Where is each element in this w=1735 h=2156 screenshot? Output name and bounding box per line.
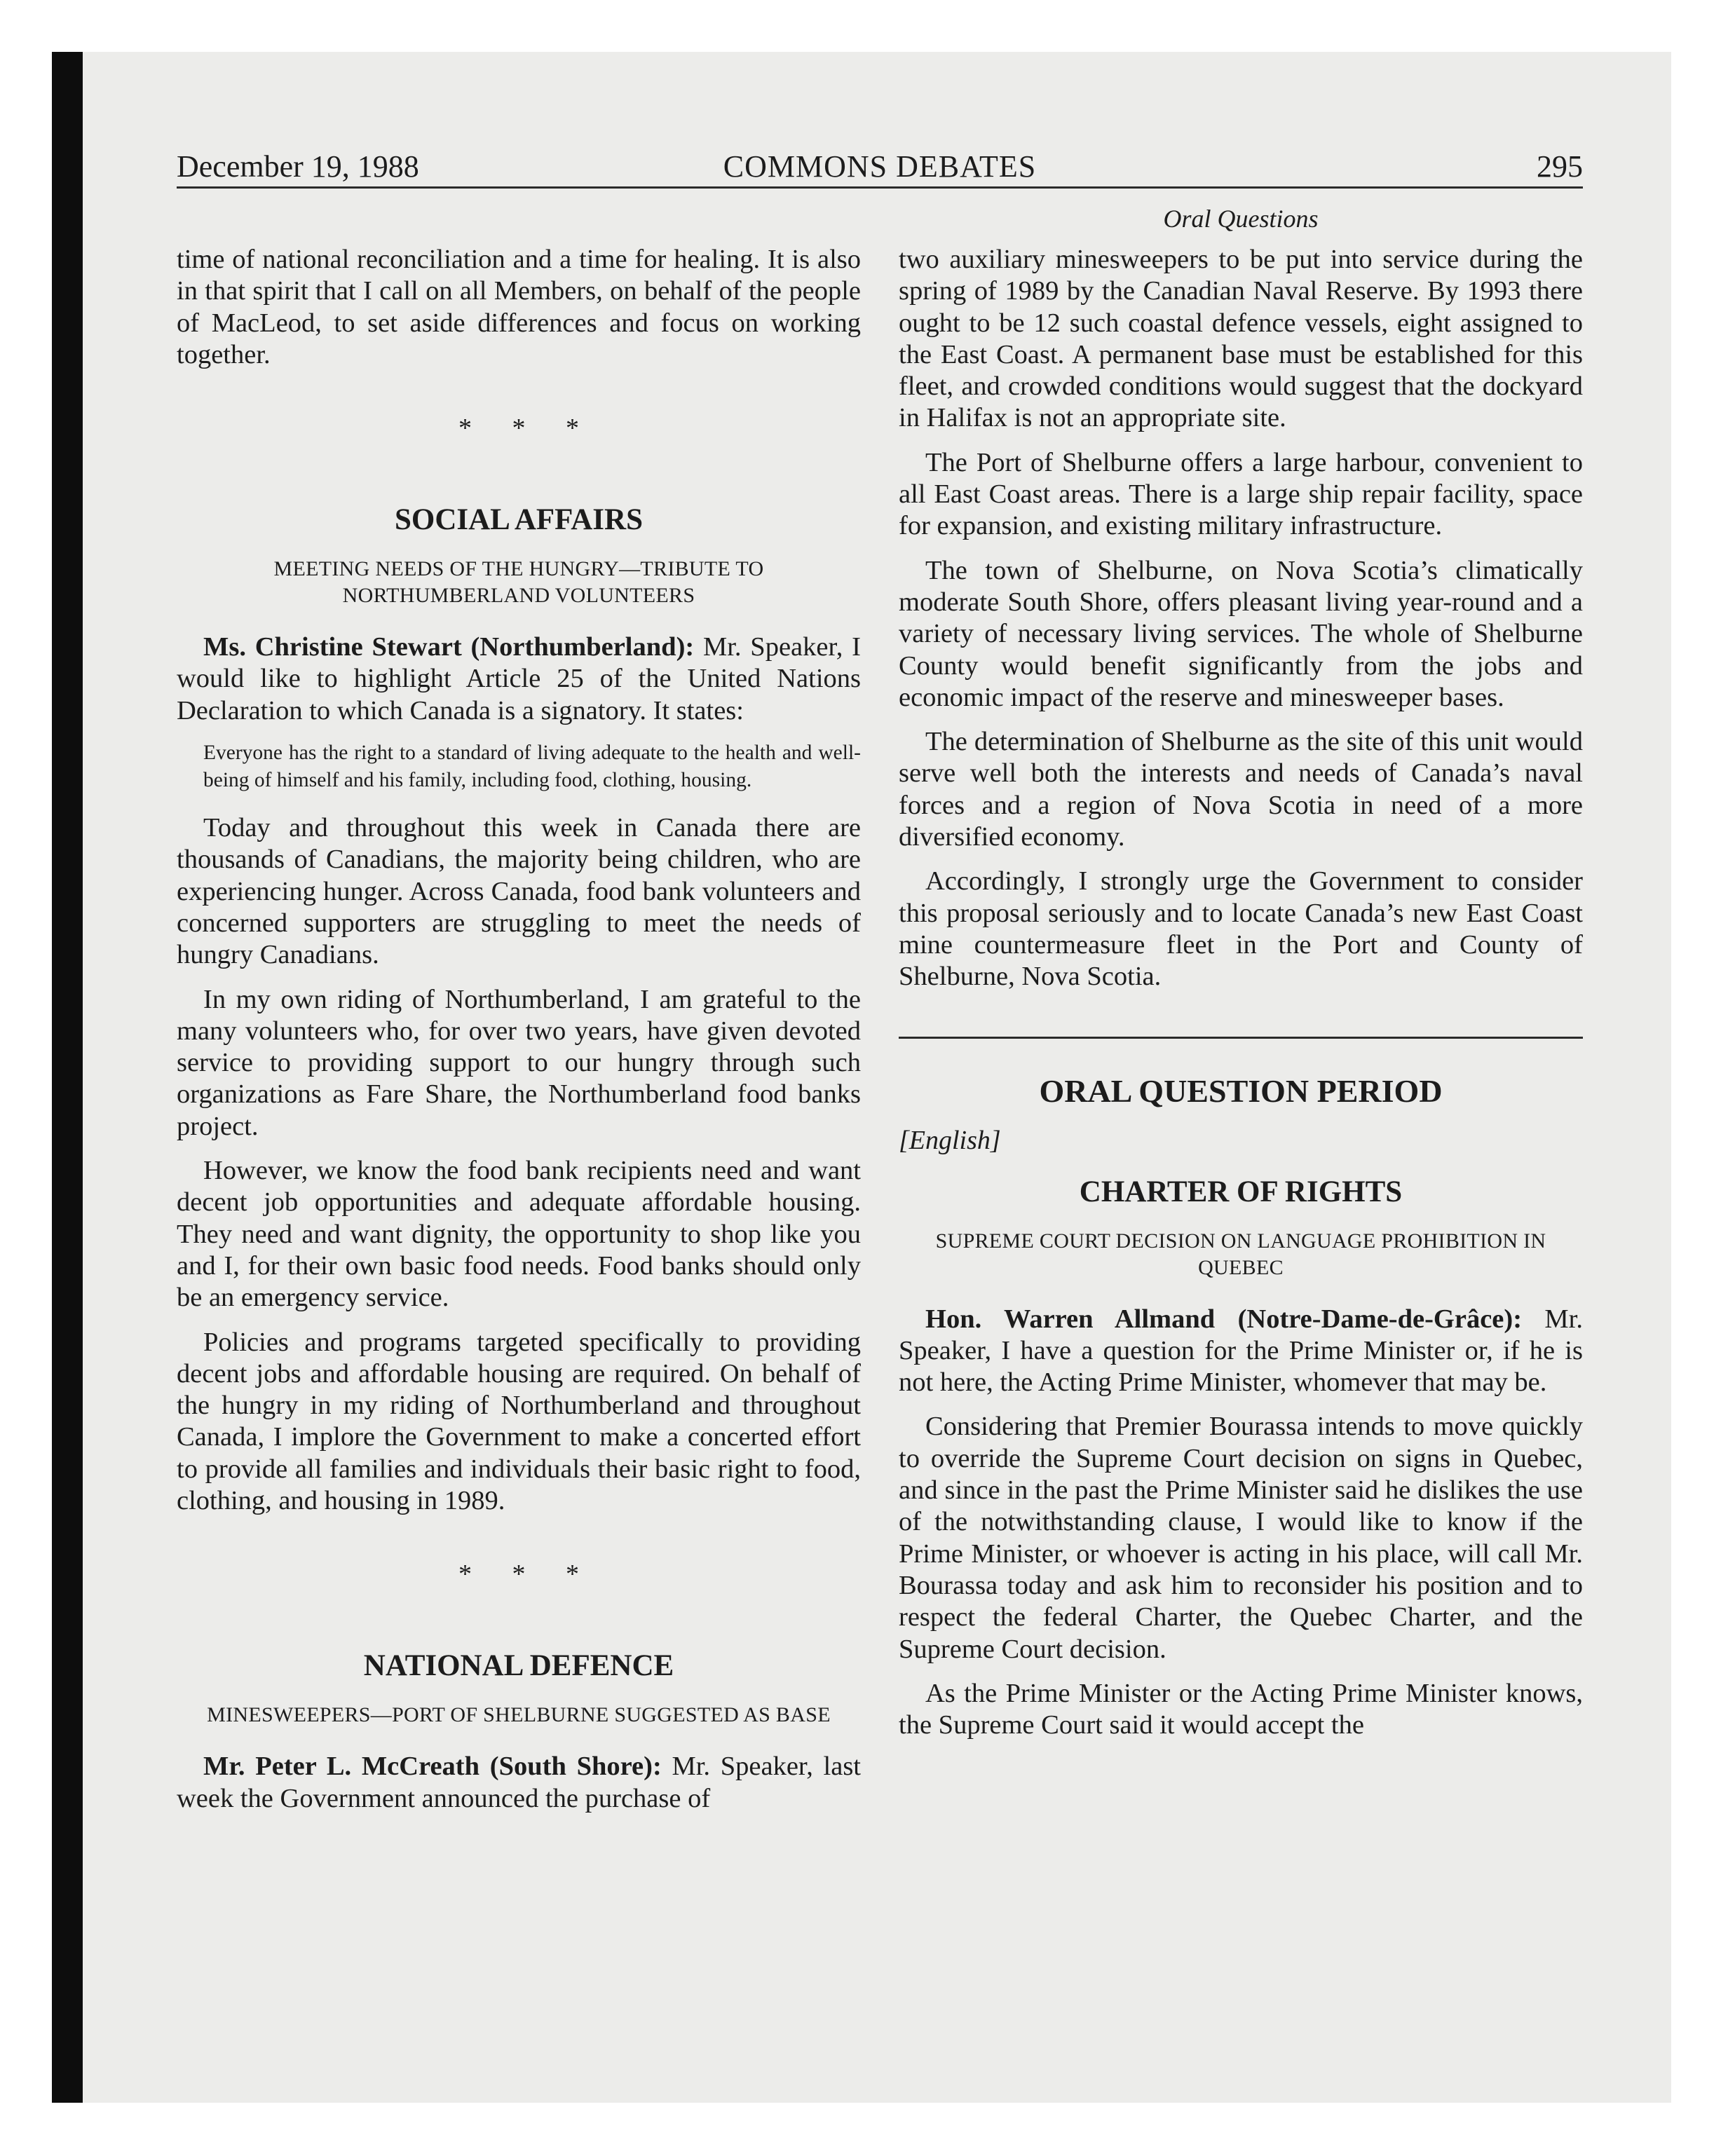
header-journal-title: COMMONS DEBATES: [723, 149, 1037, 184]
speaker-name: Ms. Christine Stewart (Northumberland):: [203, 632, 695, 662]
speech-paragraph: [899, 1304, 1583, 1399]
section-heading-social-affairs: SOCIAL AFFAIRS: [394, 503, 644, 537]
paragraph: Accordingly, I strongly urge the Government to consider this proposal seriously and to locate Canada’s new East Coast mine countermeasure fleet in the Port and County of Shelburne, Nova Scotia.: [899, 866, 1583, 992]
paragraph: The determination of Shelburne as the site of this unit would serve well both the interests and needs of Canada’s naval forces and a region of Nova Scotia in need of a more diversified economy.: [899, 727, 1583, 852]
paragraph: The Port of Shelburne offers a large harbour, convenient to all East Coast areas. There is a large ship repair facility, space for expansion, and existing military infrastructure.: [899, 447, 1583, 541]
header-rule: [177, 186, 1583, 189]
speech-text: Mr. Speaker, I have a question for the Prime Minister or, if he is not here, the Acting Prime Minister, whomever that may be.: [899, 1304, 1583, 1398]
binding-edge: [52, 52, 83, 2103]
section-heading-national-defence: NATIONAL DEFENCE: [363, 1649, 674, 1683]
paragraph: Today and throughout this week in Canada there are thousands of Canadians, the majority being children, who are experiencing hunger. Across Canada, food bank volunteers and concerned supporters are struggling to meet the needs of hungry Canadians.: [177, 813, 861, 970]
subheading: MINESWEEPERS—PORT OF SHELBURNE SUGGESTED AS BASE: [207, 1703, 831, 1727]
paragraph: The town of Shelburne, on Nova Scotia’s climatically moderate South Shore, offers pleasant living year-round and a variety of necessary living services. The whole of Shelburne County would benefit significantly from the jobs and economic impact of the reserve and minesweeper bases.: [899, 555, 1583, 712]
section-label: Oral Questions: [1163, 205, 1319, 233]
subheading: MEETING NEEDS OF THE HUNGRY—TRIBUTE TO NORTHUMBERLAND VOLUNTEERS: [273, 557, 764, 608]
language-marker: [English]: [899, 1125, 1001, 1155]
paragraph: time of national reconciliation and a time for healing. It is also in that spirit that I call on all Members, on behalf of the people of MacLeod, to set aside differences and focus on working together.: [177, 245, 861, 369]
speech-paragraph: [177, 632, 861, 727]
section-separator: * * *: [458, 414, 596, 444]
speech-text: Mr. Speaker, I would like to highlight Article 25 of the United Nations Declaration to which Canada is a signatory. It states:: [177, 632, 861, 725]
paragraph: Policies and programs targeted specifically to providing decent jobs and affordable housing are required. On behalf of the hungry in my riding of Northumberland and throughout Canada, I implore the Government to make a concerted effort to provide all families and individuals their basic right to food, clothing, and housing in 1989.: [177, 1327, 861, 1516]
right-column: [899, 244, 1583, 1754]
subheading: SUPREME COURT DECISION ON LANGUAGE PROHIBITION IN QUEBEC: [935, 1229, 1546, 1279]
page-number: 295: [1537, 149, 1583, 184]
paragraph: However, we know the food bank recipients need and want decent job opportunities and adequate affordable housing. They need and want dignity, the opportunity to shop like you and I, for their own basic food needs. Food banks should only be an emergency service.: [177, 1156, 861, 1313]
speech-text: Mr. Speaker, last week the Government announced the purchase of: [177, 1752, 861, 1813]
paragraph: Considering that Premier Bourassa intends to move quickly to override the Supreme Court decision on signs in Quebec, and since in the past the Prime Minister said he dislikes the use of the notwithstanding clause, I would like to know if the Prime Minister, or whoever is acting in his place, will call Mr. Bourassa today and ask him to reconsider his position and to respect the federal Charter, the Quebec Charter, and the Supreme Court decision.: [899, 1412, 1583, 1664]
running-header: [177, 149, 1583, 185]
left-column: [177, 244, 861, 1827]
speech-paragraph: [177, 1751, 861, 1815]
paragraph: In my own riding of Northumberland, I am grateful to the many volunteers who, for over two years, have given devoted service to providing support to our hungry through such organizations as Fare Share, the Northumberland food banks project.: [177, 984, 861, 1141]
paragraph: two auxiliary minesweepers to be put into service during the spring of 1989 by the Canadian Naval Reserve. By 1993 there ought to be 12 such coastal defence vessels, eight assigned to the East Coast. A permanent base must be established for this fleet, and crowded conditions would suggest that the dockyard in Halifax is not an appropriate site.: [899, 245, 1583, 433]
section-separator: * * *: [458, 1560, 596, 1590]
topic-heading-charter-of-rights: CHARTER OF RIGHTS: [1079, 1175, 1403, 1208]
section-divider: [899, 1037, 1583, 1039]
block-quote: Everyone has the right to a standard of living adequate to the health and well-being of himself and his family, including food, clothing, housing.: [203, 742, 861, 792]
header-date: December 19, 1988: [177, 149, 419, 184]
speaker-name: Hon. Warren Allmand (Notre-Dame-de-Grâce):: [925, 1304, 1523, 1334]
paragraph: As the Prime Minister or the Acting Prime Minister knows, the Supreme Court said it would accept the: [899, 1678, 1583, 1740]
section-heading-oral-question-period: ORAL QUESTION PERIOD: [1039, 1072, 1443, 1109]
speaker-name: Mr. Peter L. McCreath (South Shore):: [203, 1752, 662, 1782]
